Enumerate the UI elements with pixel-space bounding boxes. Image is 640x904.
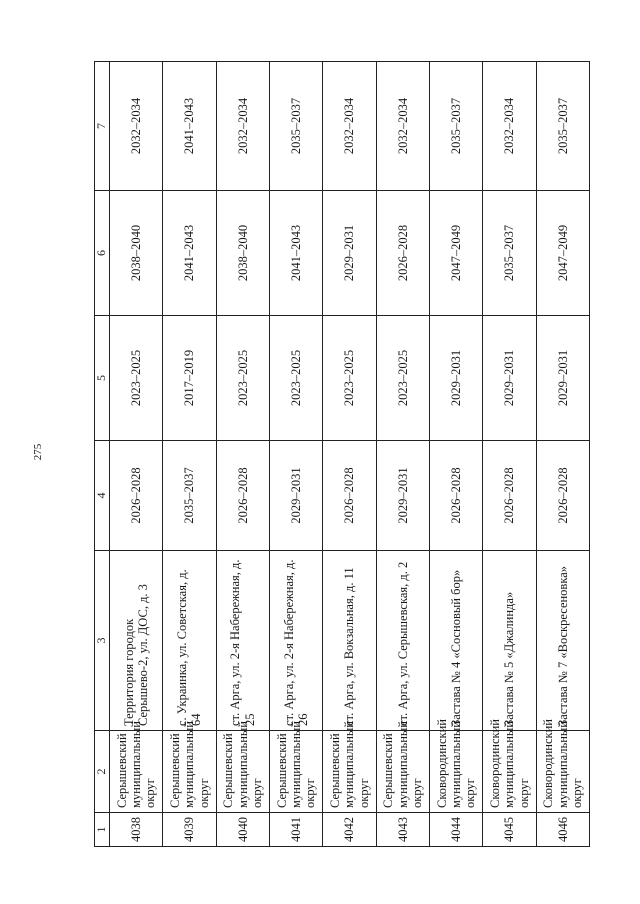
row-number: 4044 (429, 813, 482, 847)
period-cell-col4: 2026–2028 (429, 441, 482, 551)
address-cell: Застава № 5 «Джалинда» (483, 551, 536, 731)
period-cell-col6: 2026–2028 (376, 191, 429, 316)
column-number-header: 4 (95, 441, 110, 551)
column-number-header: 5 (95, 316, 110, 441)
period-cell-col7: 2035–2037 (429, 62, 482, 191)
table-row (376, 62, 429, 847)
period-cell-col5: 2023–2025 (216, 316, 269, 441)
period-cell-col4: 2026–2028 (216, 441, 269, 551)
row-number: 4039 (163, 813, 216, 847)
period-cell-col7: 2032–2034 (216, 62, 269, 191)
address-cell: ст. Арга, ул. 2-я Набережная, д. 26 (269, 551, 322, 731)
address-cell: Территория городок Серышево-2, ул. ДОС, д. 3 (110, 551, 163, 731)
table-row (429, 62, 482, 847)
column-number-header: 1 (95, 813, 110, 847)
period-cell-col4: 2026–2028 (536, 441, 589, 551)
column-number-header: 6 (95, 191, 110, 316)
address-cell: Застава № 7 «Воскресеновка» (536, 551, 589, 731)
period-cell-col5: 2023–2025 (323, 316, 376, 441)
address-cell: ст. Арга, ул. Вокзальная, д. 11 (323, 551, 376, 731)
district-cell: Серышевский муниципальный округ (323, 731, 376, 813)
district-cell: Серышевский муниципальный округ (163, 731, 216, 813)
period-cell-col7: 2032–2034 (323, 62, 376, 191)
column-number-header: 2 (95, 731, 110, 813)
period-cell-col6: 2038–2040 (216, 191, 269, 316)
period-cell-col5: 2029–2031 (483, 316, 536, 441)
row-number: 4045 (483, 813, 536, 847)
period-cell-col6: 2047–2049 (429, 191, 482, 316)
row-number: 4040 (216, 813, 269, 847)
period-cell-col5: 2029–2031 (429, 316, 482, 441)
period-cell-col7: 2032–2034 (376, 62, 429, 191)
period-cell-col6: 2041–2043 (269, 191, 322, 316)
period-cell-col4: 2026–2028 (483, 441, 536, 551)
row-number: 4038 (110, 813, 163, 847)
registry-table-container (94, 62, 590, 847)
period-cell-col6: 2029–2031 (323, 191, 376, 316)
table-row (163, 62, 216, 847)
district-cell: Серышевский муниципальный округ (216, 731, 269, 813)
period-cell-col7: 2041–2043 (163, 62, 216, 191)
period-cell-col6: 2038–2040 (110, 191, 163, 316)
district-cell: Серышевский муниципальный округ (376, 731, 429, 813)
address-cell: с. Украинка, ул. Советская, д. 64 (163, 551, 216, 731)
row-number: 4043 (376, 813, 429, 847)
period-cell-col6: 2041–2043 (163, 191, 216, 316)
period-cell-col7: 2032–2034 (110, 62, 163, 191)
row-number: 4042 (323, 813, 376, 847)
row-number: 4046 (536, 813, 589, 847)
column-number-header: 3 (95, 551, 110, 731)
period-cell-col5: 2023–2025 (376, 316, 429, 441)
district-cell: Сковородинский муниципальный округ (536, 731, 589, 813)
table-row (536, 62, 589, 847)
table-row (216, 62, 269, 847)
column-number-header: 7 (95, 62, 110, 191)
district-cell: Серышевский муниципальный округ (269, 731, 322, 813)
registry-table (94, 61, 590, 847)
table-row (323, 62, 376, 847)
address-cell: ст. Арга, ул. 2-я Набережная, д. 25 (216, 551, 269, 731)
header-row (95, 62, 110, 847)
period-cell-col7: 2035–2037 (269, 62, 322, 191)
period-cell-col4: 2026–2028 (110, 441, 163, 551)
address-cell: ст. Арга, ул. Серышевская, д. 2 (376, 551, 429, 731)
period-cell-col5: 2029–2031 (536, 316, 589, 441)
period-cell-col4: 2035–2037 (163, 441, 216, 551)
district-cell: Сковородинский муниципальный округ (483, 731, 536, 813)
period-cell-col4: 2029–2031 (376, 441, 429, 551)
period-cell-col5: 2023–2025 (110, 316, 163, 441)
period-cell-col4: 2026–2028 (323, 441, 376, 551)
period-cell-col4: 2029–2031 (269, 441, 322, 551)
period-cell-col7: 2035–2037 (536, 62, 589, 191)
period-cell-col6: 2035–2037 (483, 191, 536, 316)
district-cell: Сковородинский муниципальный округ (429, 731, 482, 813)
address-cell: Застава № 4 «Сосновый бор» (429, 551, 482, 731)
district-cell: Серышевский муниципальный округ (110, 731, 163, 813)
period-cell-col5: 2023–2025 (269, 316, 322, 441)
table-row (483, 62, 536, 847)
period-cell-col7: 2032–2034 (483, 62, 536, 191)
row-number: 4041 (269, 813, 322, 847)
page-number: 275 (32, 443, 44, 461)
period-cell-col5: 2017–2019 (163, 316, 216, 441)
period-cell-col6: 2047–2049 (536, 191, 589, 316)
table-row (110, 62, 163, 847)
table-row (269, 62, 322, 847)
